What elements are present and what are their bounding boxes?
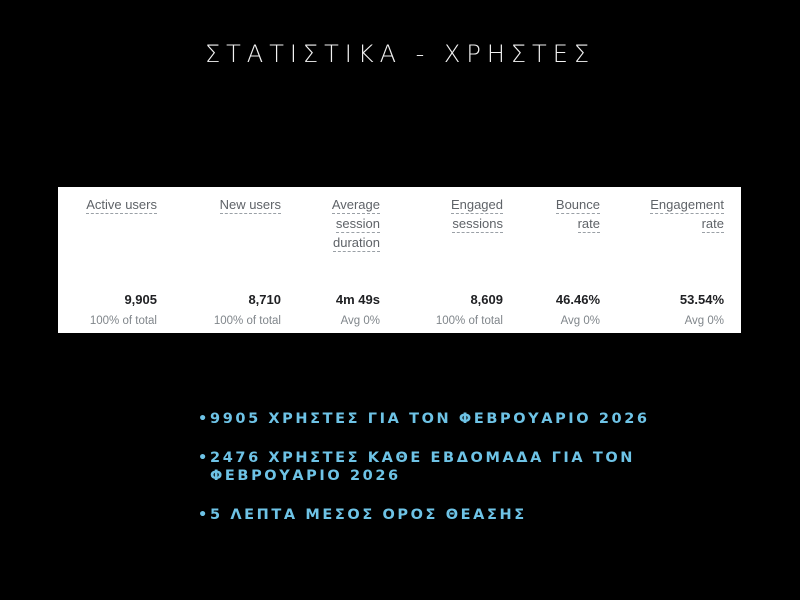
metric-header[interactable]: Average session duration (331, 197, 380, 250)
metric-header[interactable]: Bounce rate (555, 197, 600, 231)
metric-new-users (157, 195, 281, 333)
metric-sub: 100% of total (435, 315, 503, 327)
metric-header[interactable]: Engagement rate (650, 197, 724, 231)
metric-engaged-sessions (380, 195, 503, 333)
bullet-item (198, 410, 678, 428)
metric-sub: Avg 0% (684, 315, 724, 327)
metric-value: 53.54% (679, 292, 724, 307)
slide-title: ΣΤΑΤΙΣΤΙΚΑ - ΧΡΗΣΤΕΣ (204, 40, 596, 68)
bullet-text: 5 ΛΕΠΤΑ ΜΕΣΟΣ ΟΡΟΣ ΘΕΑΣΗΣ (210, 507, 527, 523)
metric-engagement-rate (600, 195, 724, 333)
metrics-table (58, 187, 741, 333)
metric-value: 46.46% (555, 292, 600, 307)
metric-value: 8,710 (248, 292, 281, 307)
bullet-icon: • (198, 450, 210, 466)
metric-header[interactable]: Active users (86, 197, 157, 212)
metric-sub: 100% of total (89, 315, 157, 327)
metric-header[interactable]: New users (219, 197, 281, 212)
bullet-item (198, 506, 678, 524)
metric-sub: Avg 0% (560, 315, 600, 327)
bullet-icon: • (198, 507, 210, 523)
metric-active-users (58, 195, 157, 333)
metric-header[interactable]: Engaged sessions (450, 197, 503, 231)
metric-value: 9,905 (124, 292, 157, 307)
summary-bullets (198, 410, 678, 545)
bullet-text: 9905 ΧΡΗΣΤΕΣ ΓΙΑ ΤΟΝ ΦΕΒΡΟΥΑΡΙΟ 2026 (210, 411, 650, 427)
metric-value: 4m 49s (335, 292, 380, 307)
metric-sub: Avg 0% (340, 315, 380, 327)
metric-average-session-duration (281, 195, 380, 333)
bullet-icon: • (198, 411, 210, 427)
metric-value: 8,609 (470, 292, 503, 307)
bullet-item (198, 449, 678, 485)
bullet-text: 2476 ΧΡΗΣΤΕΣ ΚΑΘΕ ΕΒΔΟΜΑΔΑ ΓΙΑ ΤΟΝ ΦΕΒΡΟΥΑΡΙΟ 2026 (210, 450, 636, 484)
metric-bounce-rate (503, 195, 600, 333)
metric-sub: 100% of total (213, 315, 281, 327)
